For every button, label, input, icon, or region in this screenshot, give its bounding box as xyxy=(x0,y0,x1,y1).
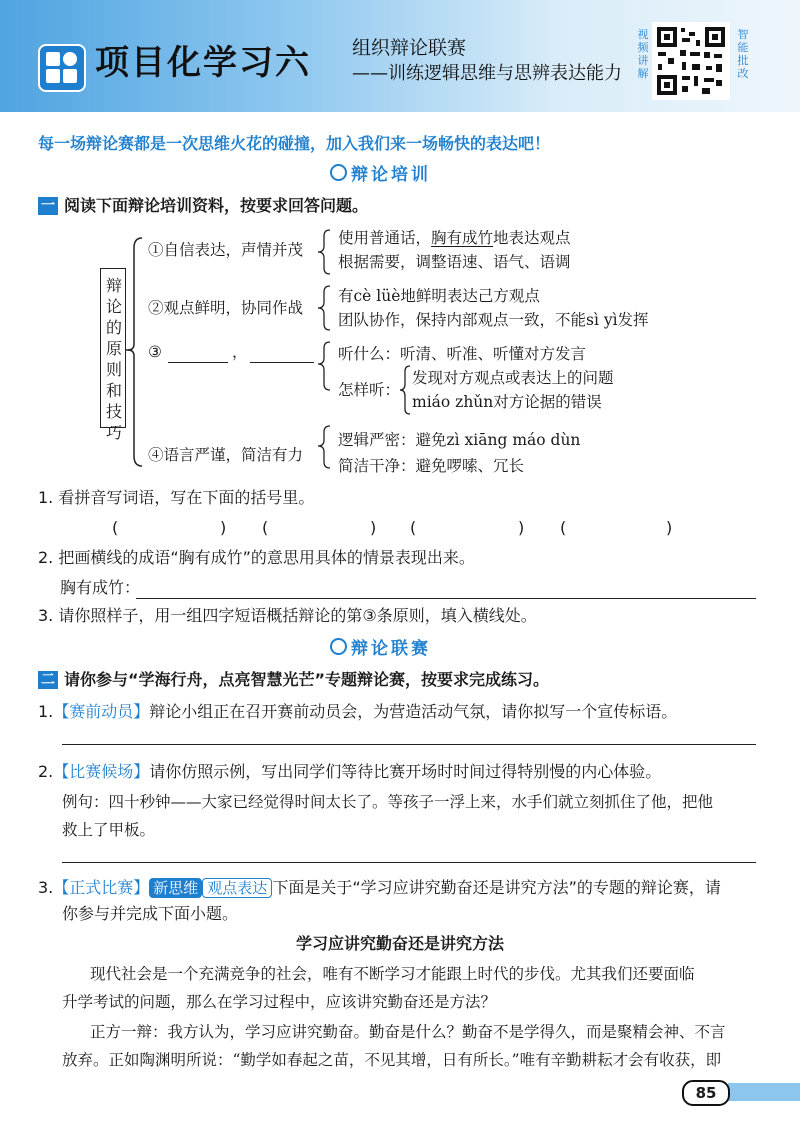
qr-right-label: 智能批改 xyxy=(737,28,749,80)
page-number-bar xyxy=(728,1083,800,1101)
principle-2-detail-2: 团队协作，保持内部观点一致，不能sì yì发挥 xyxy=(338,311,649,329)
viewpoint-badge: 观点表达 xyxy=(202,878,272,898)
article-title: 学习应讲究勤奋还是讲究方法 xyxy=(295,934,504,953)
principle-1-detail-1: 使用普通话，胸有成竹地表达观点 xyxy=(338,229,571,247)
section-heading-league: 辩论联赛 xyxy=(330,634,431,659)
section1-number-badge: 一 xyxy=(38,197,58,215)
listen-subdetail-2: miáo zhǔn对方论据的错误 xyxy=(412,393,602,411)
section1-question-1: 1. 看拼音写词语，写在下面的括号里。 xyxy=(38,488,315,507)
paragraph-2-line-1: 正方一辩：我方认为，学习应讲究勤奋。勤奋是什么？勤奋不是学得久，而是聚精会神、不言 xyxy=(90,1023,726,1041)
principle-4-label: ④语言严谨，简洁有力 xyxy=(148,446,304,464)
example-sentence-line-1: 例句：四十秒钟——大家已经觉得时间太长了。等孩子一浮上来，水手们就立刻抓住了他，把他 xyxy=(62,793,714,811)
header-subtitle-main: 组织辩论联赛 xyxy=(352,37,467,59)
intro-line: 每一场辩论赛都是一次思维火花的碰撞，加入我们来一场畅快的表达吧！ xyxy=(38,134,551,153)
principle-2-detail-1: 有cè lüè地鲜明表达己方观点 xyxy=(338,287,540,305)
bracket-open-3: ( xyxy=(410,518,417,537)
project-logo-icon xyxy=(38,44,86,92)
section2-question-1: 1.【赛前动员】辩论小组正在召开赛前动员会，为营造活动气氛，请你拟写一个宣传标语。 xyxy=(38,702,678,721)
header-subtitle-secondary: ——训练逻辑思维与思辨表达能力 xyxy=(352,63,622,84)
qr-code-icon[interactable] xyxy=(652,22,730,100)
bracket-open-2: ( xyxy=(262,518,269,537)
bracket-open-1: ( xyxy=(112,518,119,537)
listen-subdetail-1: 发现对方观点或表达上的问题 xyxy=(412,369,614,387)
slogan-answer-line[interactable] xyxy=(62,744,756,745)
section2-question-3-cont: 你参与并完成下面小题。 xyxy=(62,904,239,923)
q2-answer-line[interactable] xyxy=(136,598,756,599)
principle-1-label: ①自信表达，声情并茂 xyxy=(148,241,304,259)
principle-1-detail-2: 根据需要，调整语速、语气、语调 xyxy=(338,253,571,271)
principle-3-detail-2: 怎样听： xyxy=(338,381,401,399)
section2-number-badge: 二 xyxy=(38,671,58,689)
principle-3-blank-1[interactable] xyxy=(168,362,228,363)
experience-answer-line[interactable] xyxy=(62,862,756,863)
bracket-close-3: ) xyxy=(518,518,525,537)
paragraph-1-line-1: 现代社会是一个充满竞争的社会，唯有不断学习才能跟上时代的步伐。尤其我们还要面临 xyxy=(90,965,695,983)
section-heading-training: 辩论培训 xyxy=(330,160,431,185)
paragraph-1-line-2: 升学考试的问题，那么在学习过程中，应该讲究勤奋还是方法？ xyxy=(62,993,497,1011)
section1-instruction: 一 阅读下面辩论培训资料，按要求回答问题。 xyxy=(38,194,368,218)
root-label-box: 辩论的原则和技巧 xyxy=(100,268,126,428)
q2-answer-label: 胸有成竹： xyxy=(60,578,141,597)
principle-3-detail-1: 听什么：听清、听准、听懂对方发言 xyxy=(338,345,587,363)
qr-left-label: 视频讲解 xyxy=(637,28,649,80)
principle-4-detail-1: 逻辑严密：避免zì xiāng máo dùn xyxy=(338,431,581,449)
section1-question-2: 2. 把画横线的成语“胸有成竹”的意思用具体的情景表现出来。 xyxy=(38,548,475,567)
search-icon xyxy=(330,164,347,181)
section2-instruction: 二 请你参与“学海行舟，点亮智慧光芒”专题辩论赛，按要求完成练习。 xyxy=(38,668,549,692)
search-icon xyxy=(330,638,347,655)
principle-4-detail-2: 简洁干净：避免啰嗦、冗长 xyxy=(338,457,525,475)
page-title: 项目化学习六 xyxy=(95,43,311,83)
section2-question-2: 2.【比赛候场】请你仿照示例，写出同学们等待比赛开场时时间过得特别慢的内心体验。 xyxy=(38,762,662,781)
bracket-open-4: ( xyxy=(560,518,567,537)
bracket-close-2: ) xyxy=(370,518,377,537)
section1-question-3: 3. 请你照样子，用一组四字短语概括辩论的第③条原则，填入横线处。 xyxy=(38,606,537,625)
principle-3-label: ③ xyxy=(148,343,162,361)
bracket-close-1: ) xyxy=(220,518,227,537)
paragraph-2-line-2: 放弃。正如陶渊明所说：“勤学如春起之苗，不见其增，日有所长。”唯有辛勤耕耘才会有收获，即 xyxy=(62,1051,722,1069)
principle-2-label: ②观点鲜明，协同作战 xyxy=(148,299,304,317)
bracket-close-4: ) xyxy=(666,518,673,537)
page-number: 85 xyxy=(682,1080,730,1106)
principle-3-blank-2[interactable] xyxy=(250,362,314,363)
principle-3-separator: ， xyxy=(232,343,248,361)
section2-question-3: 3.【正式比赛】 新思维 观点表达 下面是关于“学习应讲究勤奋还是讲究方法”的专题的辩论赛，请 xyxy=(38,878,721,897)
example-sentence-line-2: 救上了甲板。 xyxy=(62,821,156,839)
new-thinking-badge: 新思维 xyxy=(149,878,202,898)
